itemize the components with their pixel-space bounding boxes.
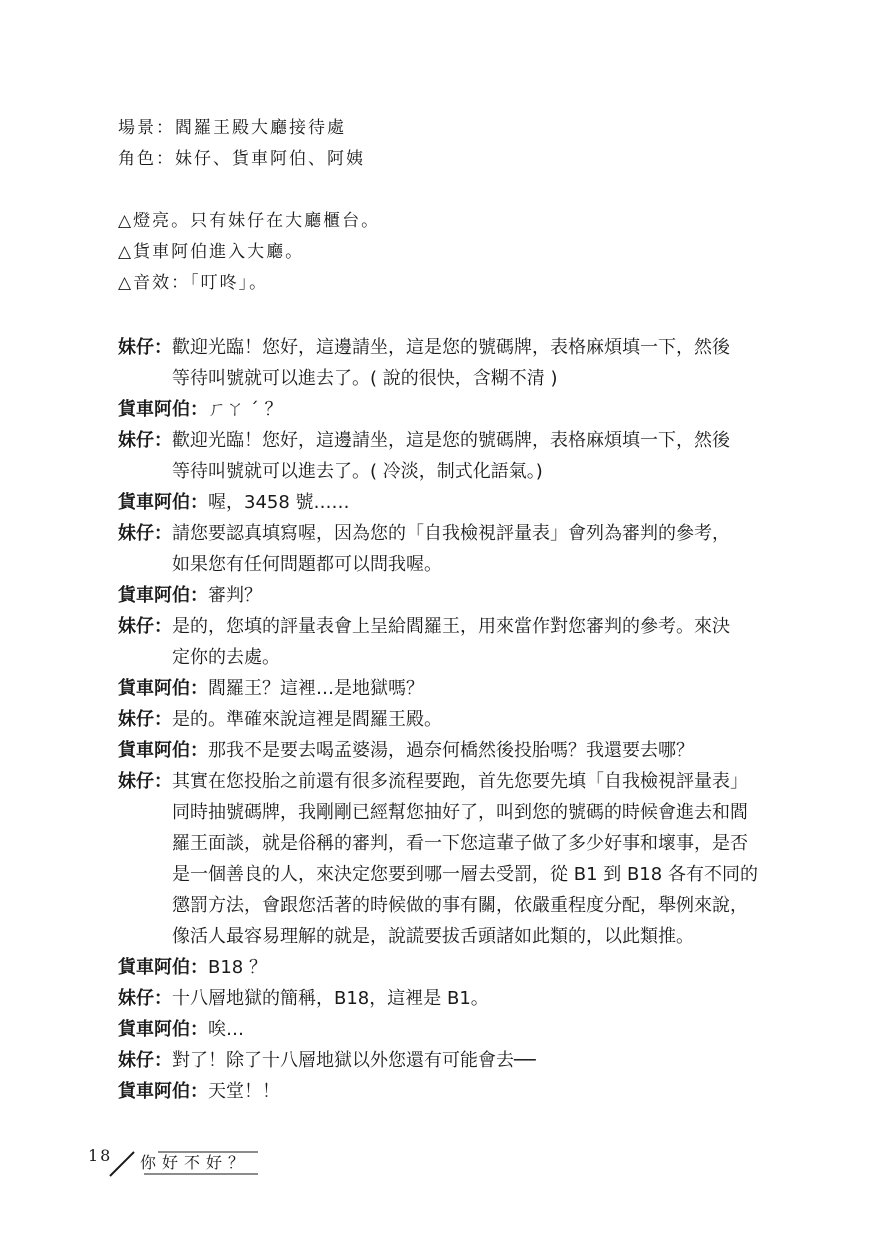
speech-line: 歡迎光臨！您好，這邊請坐，這是您的號碼牌，表格麻煩填一下，然後 [172, 430, 730, 451]
speech-line: 是的。準確來說這裡是閻羅王殿。 [172, 709, 442, 730]
dialogue-turn [118, 518, 763, 580]
speaker-name: 妹仔： [118, 988, 172, 1009]
dialogue-turn [118, 425, 763, 487]
speech [208, 580, 763, 611]
roles-line: 角色：妹仔、貨車阿伯、阿姨 [118, 149, 365, 169]
speech [172, 704, 763, 735]
dialogue-turn [118, 611, 763, 673]
scene-header [118, 113, 778, 175]
speaker-name: 貨車阿伯： [118, 585, 208, 606]
speech [208, 673, 763, 704]
speaker-name: 貨車阿伯： [118, 492, 208, 513]
dialogue-turn [118, 394, 763, 425]
speaker-name: 妹仔： [118, 771, 172, 792]
dialogue-turn [118, 766, 763, 952]
book-title: 你好不好？ [140, 1153, 251, 1172]
speech [172, 518, 763, 580]
dialogue-turn [118, 1045, 763, 1076]
page-number: 18 [88, 1146, 113, 1165]
speech-line: 唉… [208, 1019, 244, 1040]
speaker-name: 貨車阿伯： [118, 678, 208, 699]
dialogue-turn [118, 673, 763, 704]
speech-line: 十八層地獄的簡稱，B18，這裡是 B1。 [172, 988, 489, 1009]
speech [208, 952, 763, 983]
speaker-name: 妹仔： [118, 616, 172, 637]
dialogue-turn [118, 983, 763, 1014]
speaker-name: 妹仔： [118, 523, 172, 544]
speaker-name: 貨車阿伯： [118, 740, 208, 761]
speech-line: 天堂！！ [208, 1081, 280, 1102]
scene-line: 場景：閻羅王殿大廳接待處 [118, 118, 346, 138]
stage-directions [118, 206, 778, 299]
speech-line: 等待叫號就可以進去了。( 說的很快，含糊不清 ) [172, 368, 558, 389]
speech-line: 定你的去處。 [172, 647, 280, 668]
speaker-name: 貨車阿伯： [118, 957, 208, 978]
speech-line: 歡迎光臨！您好，這邊請坐，這是您的號碼牌，表格麻煩填一下，然後 [172, 337, 730, 358]
speaker-name: 妹仔： [118, 430, 172, 451]
dialogue-turn [118, 704, 763, 735]
speech-line: 閻羅王？這裡…是地獄嗎？ [208, 678, 424, 699]
speaker-name: 妹仔： [118, 1050, 172, 1071]
speech [172, 425, 763, 487]
dialogue-turn [118, 1076, 763, 1107]
speaker-name: 妹仔： [118, 709, 172, 730]
speech-line: B18 ？ [208, 957, 267, 978]
dialogue-turn [118, 487, 763, 518]
speech [208, 394, 763, 425]
speech-line: 如果您有任何問題都可以問我喔。 [172, 554, 442, 575]
speech [172, 1045, 763, 1076]
speech [172, 611, 763, 673]
speech-line: ㄏㄚ ˊ ？ [208, 399, 283, 420]
dialogue-turn [118, 1014, 763, 1045]
speech-line: 懲罰方法，會跟您活著的時候做的事有關，依嚴重程度分配，舉例來說， [172, 895, 748, 916]
speech [172, 332, 763, 394]
speech-line: 是一個善良的人，來決定您要到哪一層去受罰，從 B1 到 B18 各有不同的 [172, 864, 758, 885]
dialogue-turn [118, 952, 763, 983]
speech [208, 1076, 763, 1107]
speech [208, 1014, 763, 1045]
speech [208, 735, 763, 766]
speech-line: 等待叫號就可以進去了。( 冷淡，制式化語氣。) [172, 461, 543, 482]
speaker-name: 貨車阿伯： [118, 1019, 208, 1040]
speech-line: 是的，您填的評量表會上呈給閻羅王，用來當作對您審判的參考。來決 [172, 616, 730, 637]
speech-line: 同時抽號碼牌，我剛剛已經幫您抽好了，叫到您的號碼的時候會進去和閻 [172, 802, 748, 823]
dialogue-turn [118, 332, 763, 394]
speech-line: 喔，3458 號…… [208, 492, 350, 513]
speech [208, 487, 763, 518]
dialogue-block [118, 332, 763, 1107]
speech-line: 其實在您投胎之前還有很多流程要跑，首先您要先填「自我檢視評量表」 [172, 771, 748, 792]
speech-line: 那我不是要去喝孟婆湯，過奈何橋然後投胎嗎？我還要去哪？ [208, 740, 694, 761]
speaker-name: 貨車阿伯： [118, 1081, 208, 1102]
speaker-name: 妹仔： [118, 337, 172, 358]
stage-direction: △燈亮。只有妹仔在大廳櫃台。 [118, 211, 381, 231]
speech [172, 983, 763, 1014]
speech-line: 對了！除了十八層地獄以外您還有可能會去── [172, 1050, 536, 1071]
speech-line: 審判？ [208, 585, 262, 606]
stage-direction: △音效：「叮咚」。 [118, 273, 269, 293]
speech [172, 766, 763, 952]
speech-line: 羅王面談，就是俗稱的審判，看一下您這輩子做了多少好事和壞事，是否 [172, 833, 748, 854]
page-footer [88, 1146, 258, 1182]
dialogue-turn [118, 735, 763, 766]
speech-line: 像活人最容易理解的就是，說謊要拔舌頭諸如此類的，以此類推。 [172, 926, 694, 947]
dialogue-turn [118, 580, 763, 611]
stage-direction: △貨車阿伯進入大廳。 [118, 242, 305, 262]
speech-line: 請您要認真填寫喔，因為您的「自我檢視評量表」會列為審判的參考， [172, 523, 730, 544]
speaker-name: 貨車阿伯： [118, 399, 208, 420]
